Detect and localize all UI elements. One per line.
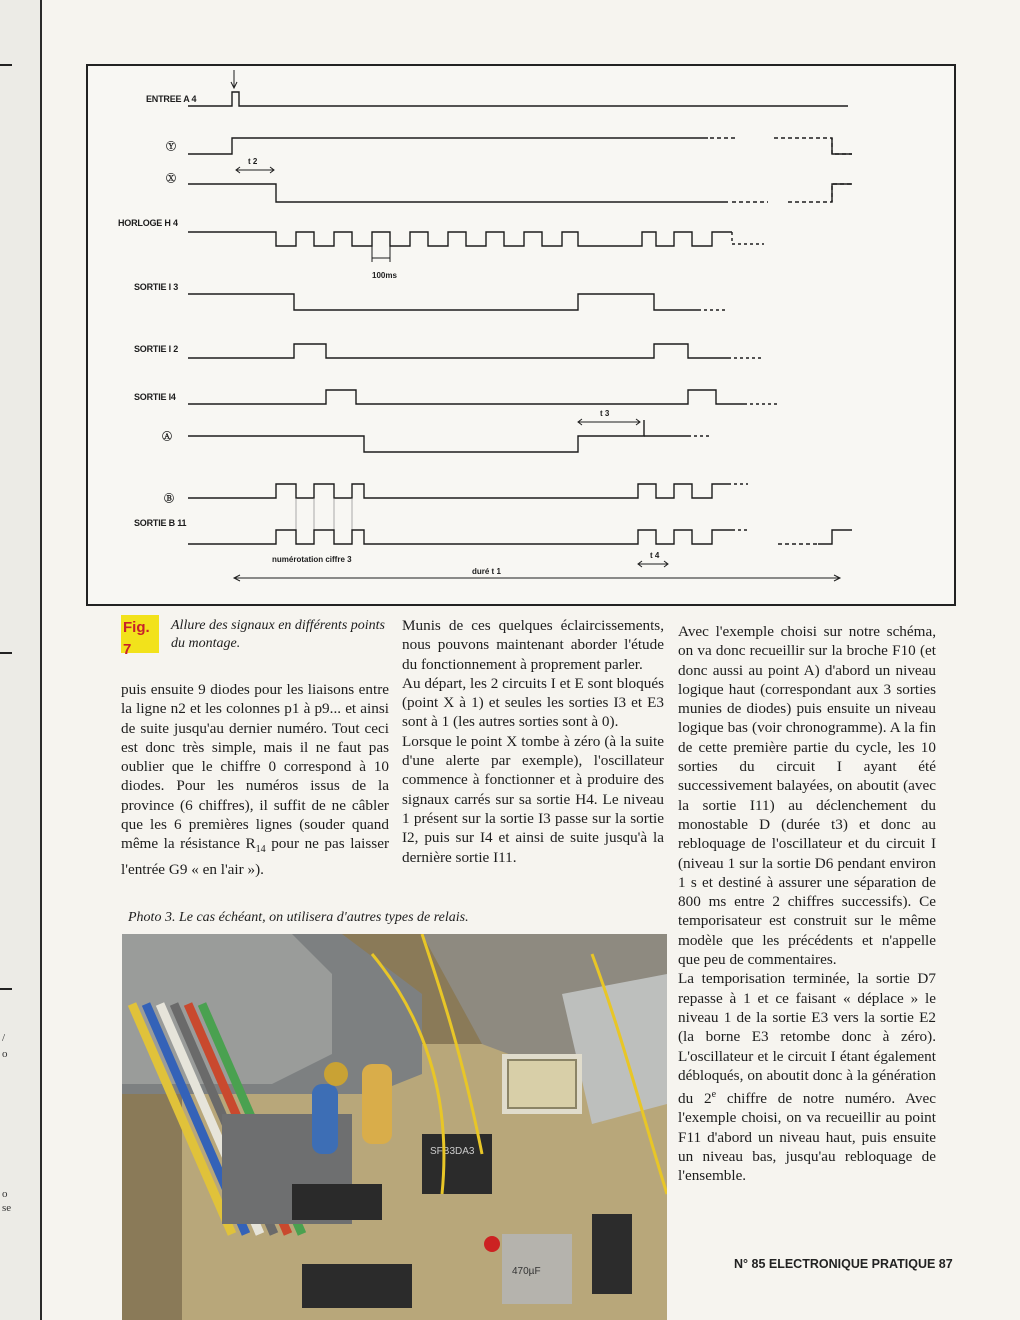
signal-label-x: Ⓧ [166,174,176,185]
column-1-subscript: 14 [255,844,266,856]
gutter-text-c: o [2,1188,8,1200]
column-3-text-end: chiffre de notre numéro. Avec l'exemple choisi, on va recueillir au point F11 d'abord un niveau haut, puis ensuite un niveau bas, jusqu'au rebloquage de l'ensemble. [678,1090,936,1185]
timing-diagram-svg [88,66,954,604]
signal-label-a: Ⓐ [162,432,172,443]
signal-label-i2: SORTIE I 2 [134,344,179,354]
signal-label-i3: SORTIE I 3 [134,282,179,292]
label-t1: duré t 1 [472,567,501,576]
column-3-paragraph-2 [678,969,936,1185]
figure-caption-text: Allure des signaux en différents points du montage. [171,618,385,651]
page-footer: N° 85 ELECTRONIQUE PRATIQUE 87 [734,1257,953,1271]
column-1 [121,680,389,879]
figure-tag: Fig. 7 [121,615,159,653]
column-3-superscript: e [711,1089,717,1101]
column-2-paragraph-3: Lorsque le point X tombe à zéro (à la suite d'une alerte par exemple), l'oscillateur commence à fonctionner et à produire des signaux carrés sur sa sortie H4. Le niveau 1 présent sur la sortie I3 passe sur la sortie I2, puis sur I4 et ainsi de suite jusqu'à la dernière sortie I11. [402,732,664,866]
column-3-text: La temporisation terminée, la sortie D7 repasse à 1 et ce faisant « déplace » le niveau 1 de la sortie E3 vers la sortie E2 (la borne E3 retombe donc à zéro). L'oscillateur et le circuit I étant également débloqués, on aboutit donc à la génération du 2 [678,970,936,1108]
signal-label-b11: SORTIE B 11 [134,518,187,528]
left-page-gutter [0,0,42,1320]
label-t2: t 2 [248,157,258,166]
signal-label-i4: SORTIE I4 [134,392,176,402]
gutter-text-d: se [2,1202,12,1214]
signal-label-a4: ENTREE A 4 [146,94,197,104]
column-2-paragraph-1: Munis de ces quelques éclaircissements, nous pouvons maintenant aborder l'étude du fonctionnement à proprement parler. [402,617,664,673]
photo-caption: Photo 3. Le cas échéant, on utilisera d'autres types de relais. [128,910,469,925]
circuit-photo [122,934,667,1320]
label-t3: t 3 [600,409,610,418]
signal-label-b: Ⓑ [164,494,174,505]
chip-marking: SFB3DA3 [430,1146,475,1157]
column-1-text: puis ensuite 9 diodes pour les liaisons entre la ligne n2 et les colonnes p1 à p9... et ainsi de suite jusqu'au dernier numéro. Tout ceci est donc très simple, mais il ne faut pas oublier que le chiffre 0 correspond à 10 diodes. Pour les numéros issus de la province (6 chiffres), il suffit de ne câbler que les 6 premières lignes (souder quand même la résistance R [121,681,389,853]
capacitor-marking: 470µF [512,1266,541,1277]
column-3 [678,622,936,1186]
gutter-text-a: / [2,1032,6,1044]
column-3-paragraph-1: Avec l'exemple choisi sur notre schéma, on va donc recueillir sur la broche F10 (et donc aussi au point A) d'abord un niveau logique haut (correspondant aux 3 sorties munies de diodes) puis ensuite un niveau logique bas (voir chronogramme). A la fin de cette première partie du cycle, les 10 sorties du circuit I ayant été successivement balayées, on aboutit (avec la sortie I11) au déclenchement du monostable D (durée t3) et donc au rebloquage de l'oscillateur et du circuit I (niveau 1 sur la sortie D6 pendant environ 1 s et destiné à assurer une séparation de 800 ms entre 2 chiffres successifs). Ce temporisateur est construit sur le même modèle que les précédents et n'appelle que peu de commentaires. [678,623,936,969]
signal-label-h4: HORLOGE H 4 [118,218,178,228]
column-2 [402,616,664,867]
label-100ms: 100ms [372,271,397,280]
timing-diagram [86,64,956,606]
label-t4: t 4 [650,551,660,560]
signal-label-y: Ⓨ [166,142,176,153]
column-2-paragraph-2: Au départ, les 2 circuits I et E sont bloqués (point X à 1) et seules les sorties I3 et E3 sont à 1 (les autres sorties sont à 0). [402,674,664,731]
column-1-text-end: pour ne pas laisser l'entrée G9 « en l'air »). [121,835,390,878]
column-1-paragraph [121,680,389,879]
label-numerotation: numérotation ciffre 3 [272,555,352,564]
gutter-text-b: o [2,1048,8,1060]
